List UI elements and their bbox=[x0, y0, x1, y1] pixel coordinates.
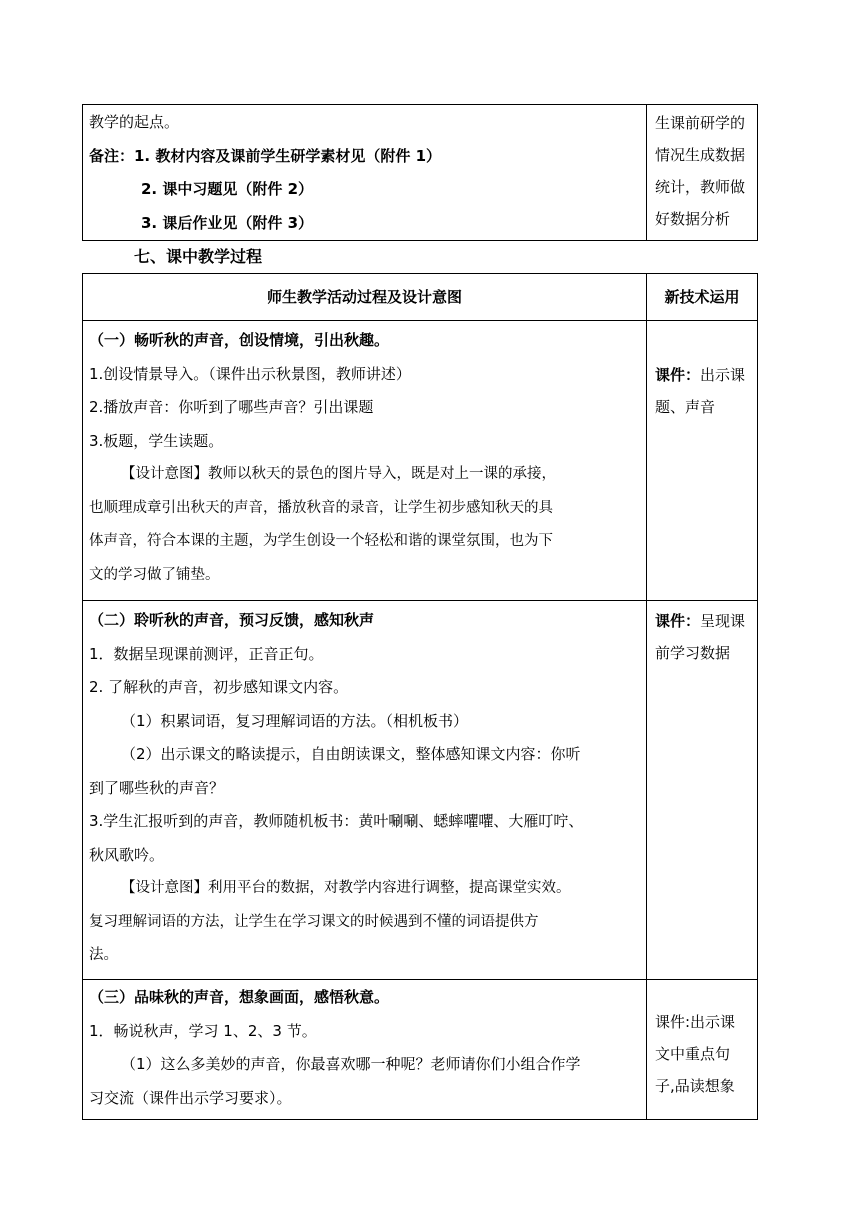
process-table bbox=[82, 273, 758, 1120]
design-intent-line: 也顺理成章引出秋天的声音，播放秋音的录音，让学生初步感知秋天的具 bbox=[89, 499, 553, 516]
tech-line: 题、声音 bbox=[655, 398, 716, 416]
step-line: 到了哪些秋的声音？ bbox=[89, 778, 225, 797]
remark-line: 3. 课后作业见（附件 3） bbox=[141, 213, 314, 232]
section-heading: 七、课中教学过程 bbox=[134, 247, 263, 266]
side-line: 统计，教师做 bbox=[655, 178, 746, 196]
top-line: 教学的起点。 bbox=[89, 113, 180, 131]
tech-line: 课件:出示课 bbox=[655, 1013, 736, 1031]
design-intent-line: 【设计意图】利用平台的数据，对教学内容进行调整，提高课堂实效。 bbox=[121, 880, 571, 896]
activity-cell bbox=[83, 980, 647, 1120]
technology-cell bbox=[647, 321, 758, 601]
remark-line: 2. 课中习题见（附件 2） bbox=[141, 180, 314, 198]
technology-cell bbox=[647, 601, 758, 980]
top-table-side-cell bbox=[647, 105, 758, 241]
tech-label: 课件： bbox=[655, 612, 701, 630]
table-row bbox=[83, 601, 758, 980]
technology-cell bbox=[647, 980, 758, 1120]
table-header-row bbox=[83, 274, 758, 321]
top-table-main-cell bbox=[83, 105, 647, 241]
tech-line bbox=[647, 359, 757, 391]
step-line: 2.播放声音：你听到了哪些声音？引出课题 bbox=[89, 398, 374, 416]
step-line: 1.创设情景导入。（课件出示秋景图，教师讲述） bbox=[89, 364, 411, 383]
step-line: （2）出示课文的略读提示，自由朗读课文，整体感知课文内容：你听 bbox=[121, 745, 581, 763]
activity-cell bbox=[83, 321, 647, 601]
design-intent-line: 复习理解词语的方法，让学生在学习课文的时候遇到不懂的词语提供方 bbox=[89, 913, 539, 930]
stage-title: （三）品味秋的声音，想象画面，感悟秋意。 bbox=[89, 988, 390, 1006]
step-line: 习交流（课件出示学习要求）。 bbox=[89, 1088, 292, 1107]
side-line: 情况生成数据 bbox=[655, 146, 746, 164]
tech-line: 前学习数据 bbox=[655, 644, 731, 662]
tech-label: 课件： bbox=[655, 366, 701, 384]
step-line: （1）积累词语，复习理解词语的方法。（相机板书） bbox=[121, 711, 469, 730]
top-table bbox=[82, 104, 758, 241]
design-intent-line: 文的学习做了铺垫。 bbox=[89, 566, 220, 583]
design-intent-line: 体声音，符合本课的主题，为学生创设一个轻松和谐的课堂氛围，也为下 bbox=[89, 533, 553, 549]
tech-text: 呈现课 bbox=[700, 612, 746, 630]
table-row bbox=[83, 321, 758, 601]
stage-title: （一）畅听秋的声音，创设情境，引出秋趣。 bbox=[89, 331, 390, 349]
header-activity: 师生教学活动过程及设计意图 bbox=[83, 274, 647, 321]
stage-title: （二）聆听秋的声音，预习反馈，感知秋声 bbox=[89, 611, 375, 629]
step-line: 秋风歌吟。 bbox=[89, 845, 165, 864]
tech-text: 出示课 bbox=[700, 366, 746, 384]
activity-cell bbox=[83, 601, 647, 980]
step-line: 1．畅说秋声，学习 1、2、3 节。 bbox=[89, 1021, 317, 1040]
tech-line bbox=[647, 605, 757, 637]
step-line: 1．数据呈现课前测评，正音正句。 bbox=[89, 644, 324, 663]
header-technology: 新技术运用 bbox=[647, 274, 758, 321]
step-line: （1）这么多美妙的声音，你最喜欢哪一种呢？老师请你们小组合作学 bbox=[121, 1055, 581, 1073]
step-line: 3.学生汇报听到的声音，教师随机板书：黄叶唰唰、蟋蟀㘗㘗、大雁叮咛、 bbox=[89, 812, 584, 830]
design-intent-line: 法。 bbox=[89, 947, 118, 963]
design-intent-line: 【设计意图】教师以秋天的景色的图片导入，既是对上一课的承接， bbox=[121, 466, 556, 482]
step-line: 2. 了解秋的声音，初步感知课文内容。 bbox=[89, 678, 349, 696]
tech-line: 文中重点句 bbox=[655, 1045, 731, 1063]
side-line: 好数据分析 bbox=[655, 210, 731, 228]
step-line: 3.板题，学生读题。 bbox=[89, 431, 224, 450]
tech-line: 子,品读想象 bbox=[655, 1077, 735, 1095]
remark-line: 备注：1. 教材内容及课前学生研学素材见（附件 1） bbox=[89, 146, 442, 165]
table-row bbox=[83, 980, 758, 1120]
side-line: 生课前研学的 bbox=[655, 114, 746, 132]
